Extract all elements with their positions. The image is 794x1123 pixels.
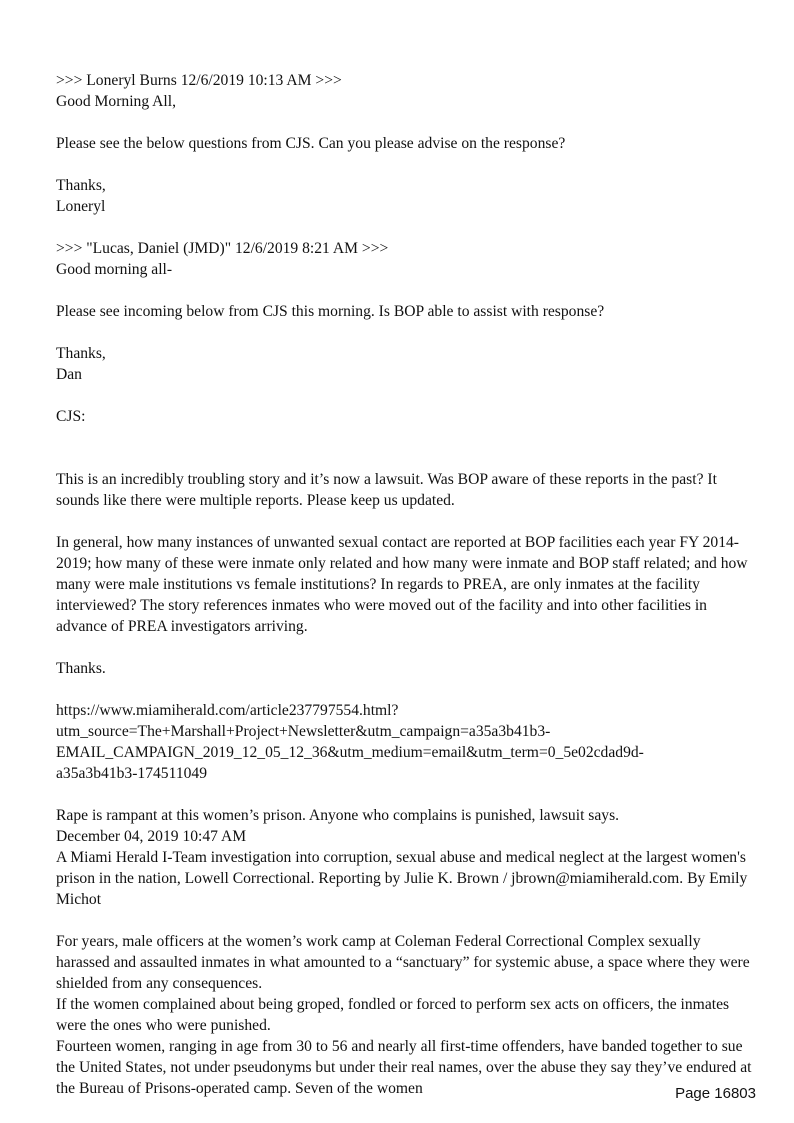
url-line: https://www.miamiherald.com/article237797554.html?: [56, 702, 399, 719]
article-dateline: December 04, 2019 10:47 AM: [56, 828, 247, 845]
cjs-thanks: Thanks.: [56, 660, 106, 677]
email-greeting: Good Morning All,: [56, 93, 176, 110]
email-body: Please see incoming below from CJS this morning. Is BOP able to assist with response?: [56, 303, 605, 320]
cjs-paragraph: In general, how many instances of unwanted sexual contact are reported at BOP facilities each year FY 2014-2019; how many of these were inmate only related and how many were inmate and BOP staff related; and how many were male institutions vs female institutions? In regards to PREA, are only inmates at the facility interviewed? The story references inmates who were moved out of the facility and into other facilities in advance of PREA investigators arriving.: [56, 534, 748, 635]
blank-gap: [56, 427, 756, 469]
email-signature: Dan: [56, 366, 82, 383]
page-number: Page 16803: [675, 1085, 756, 1102]
email-greeting: Good morning all-: [56, 261, 173, 278]
article-paragraph: For years, male officers at the women’s work camp at Coleman Federal Correctional Complex sexually harassed and assaulted inmates in what amounted to a “sanctuary” for systemic abuse, a space where they were shielded from any consequences.: [56, 933, 750, 992]
article-url: [56, 700, 756, 784]
email-closing: Thanks,: [56, 177, 106, 194]
email-signoff: [56, 343, 756, 385]
article-caption: A Miami Herald I-Team investigation into corruption, sexual abuse and medical neglect at the largest women's prison in the nation, Lowell Correctional. Reporting by Julie K. Brown / jbrown@miamiherald.com. By Emily Michot: [56, 849, 748, 908]
cjs-label: CJS:: [56, 408, 86, 425]
url-line: utm_source=The+Marshall+Project+Newsletter&utm_campaign=a35a3b41b3-: [56, 723, 551, 740]
email-signature: Loneryl: [56, 198, 106, 215]
cjs-paragraph: This is an incredibly troubling story and it’s now a lawsuit. Was BOP aware of these reports in the past? It sounds like there were multiple reports. Please keep us updated.: [56, 471, 717, 509]
email-block-lucas: [56, 238, 756, 280]
email-body: Please see the below questions from CJS. Can you please advise on the response?: [56, 135, 566, 152]
url-line: a35a3b41b3-174511049: [56, 765, 208, 782]
article-paragraph: If the women complained about being groped, fondled or forced to perform sex acts on officers, the inmates were the ones who were punished.: [56, 996, 730, 1034]
article-paragraph: Fourteen women, ranging in age from 30 to 56 and nearly all first-time offenders, have banded together to sue the United States, not under pseudonyms but under their real names, over the abuse they say they’ve endured at the Bureau of Prisons-operated camp. Seven of the women: [56, 1038, 752, 1097]
document-body: [56, 70, 756, 1099]
article-intro: [56, 805, 756, 910]
email-header: >>> Loneryl Burns 12/6/2019 10:13 AM >>>: [56, 72, 342, 89]
article-headline: Rape is rampant at this women’s prison. Anyone who complains is punished, lawsuit says.: [56, 807, 620, 824]
email-signoff: [56, 175, 756, 217]
url-line: EMAIL_CAMPAIGN_2019_12_05_12_36&utm_medium=email&utm_term=0_5e02cdad9d-: [56, 744, 644, 761]
email-header: >>> "Lucas, Daniel (JMD)" 12/6/2019 8:21 AM >>>: [56, 240, 389, 257]
email-block-loneryl: [56, 70, 756, 112]
email-closing: Thanks,: [56, 345, 106, 362]
